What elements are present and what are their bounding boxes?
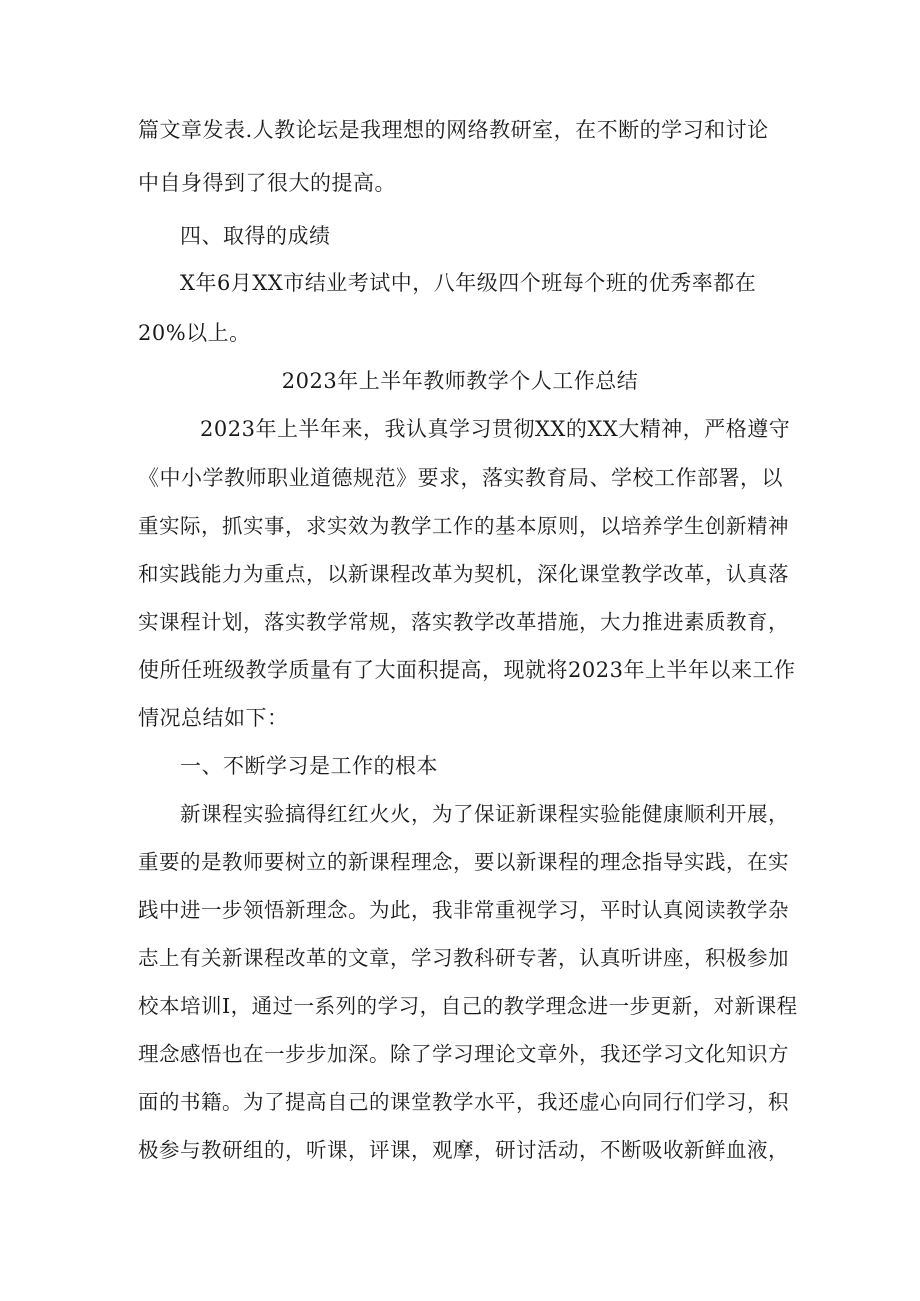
paragraph-line: 面的书籍。为了提高自己的课堂教学水平，我还虚心向同行们学习，积 [138, 1090, 789, 1114]
paragraph-line: 20%以上。 [138, 321, 251, 345]
paragraph-line: 使所任班级教学质量有了大面积提高，现就将2023年上半年以来工作 [138, 658, 796, 682]
paragraph-line: 《中小学教师职业道德规范》要求，落实教育局、学校工作部署，以 [138, 466, 783, 490]
paragraph-line: 理念感悟也在一步步加深。除了学习理论文章外，我还学习文化知识方 [138, 1042, 789, 1066]
section-heading: 四、取得的成绩 [180, 224, 331, 248]
paragraph-line: 实课程计划，落实教学常规，落实教学改革措施，大力推进素质教育， [138, 610, 789, 634]
paragraph-line: 校本培训I，通过一系列的学习，自己的教学理念进一步更新，对新课程 [138, 994, 798, 1018]
paragraph-line: 2023年上半年来，我认真学习贯彻XX的XX大精神，严格遵守 [200, 417, 791, 441]
paragraph-line: 重实际，抓实事，求实效为教学工作的基本原则，以培养学生创新精神 [138, 514, 789, 538]
paragraph-line: 中自身得到了很大的提高。 [138, 171, 396, 195]
section-heading: 一、不断学习是工作的根本 [180, 754, 438, 778]
paragraph-line: 重要的是教师要树立的新课程理念，要以新课程的理念指导实践，在实 [138, 850, 789, 874]
paragraph-line: 情况总结如下： [138, 706, 289, 730]
paragraph-line: 篇文章发表.人教论坛是我理想的网络教研室，在不断的学习和讨论 [138, 118, 769, 142]
paragraph-line: 和实践能力为重点，以新课程改革为契机，深化课堂教学改革，认真落 [138, 562, 789, 586]
paragraph-line: 新课程实验搞得红红火火，为了保证新课程实验能健康顺利开展， [180, 802, 789, 826]
paragraph-line: 践中进一步领悟新理念。为此，我非常重视学习，平时认真阅读教学杂 [138, 898, 789, 922]
document-title: 2023年上半年教师教学个人工作总结 [281, 369, 639, 393]
paragraph-line: 极参与教研组的，听课，评课，观摩，研讨活动，不断吸收新鲜血液， [138, 1138, 789, 1162]
paragraph-line: 志上有关新课程改革的文章，学习教科研专著，认真听讲座，积极参加 [138, 946, 789, 970]
paragraph-line: X年6月XX市结业考试中，八年级四个班每个班的优秀率都在 [180, 271, 757, 295]
